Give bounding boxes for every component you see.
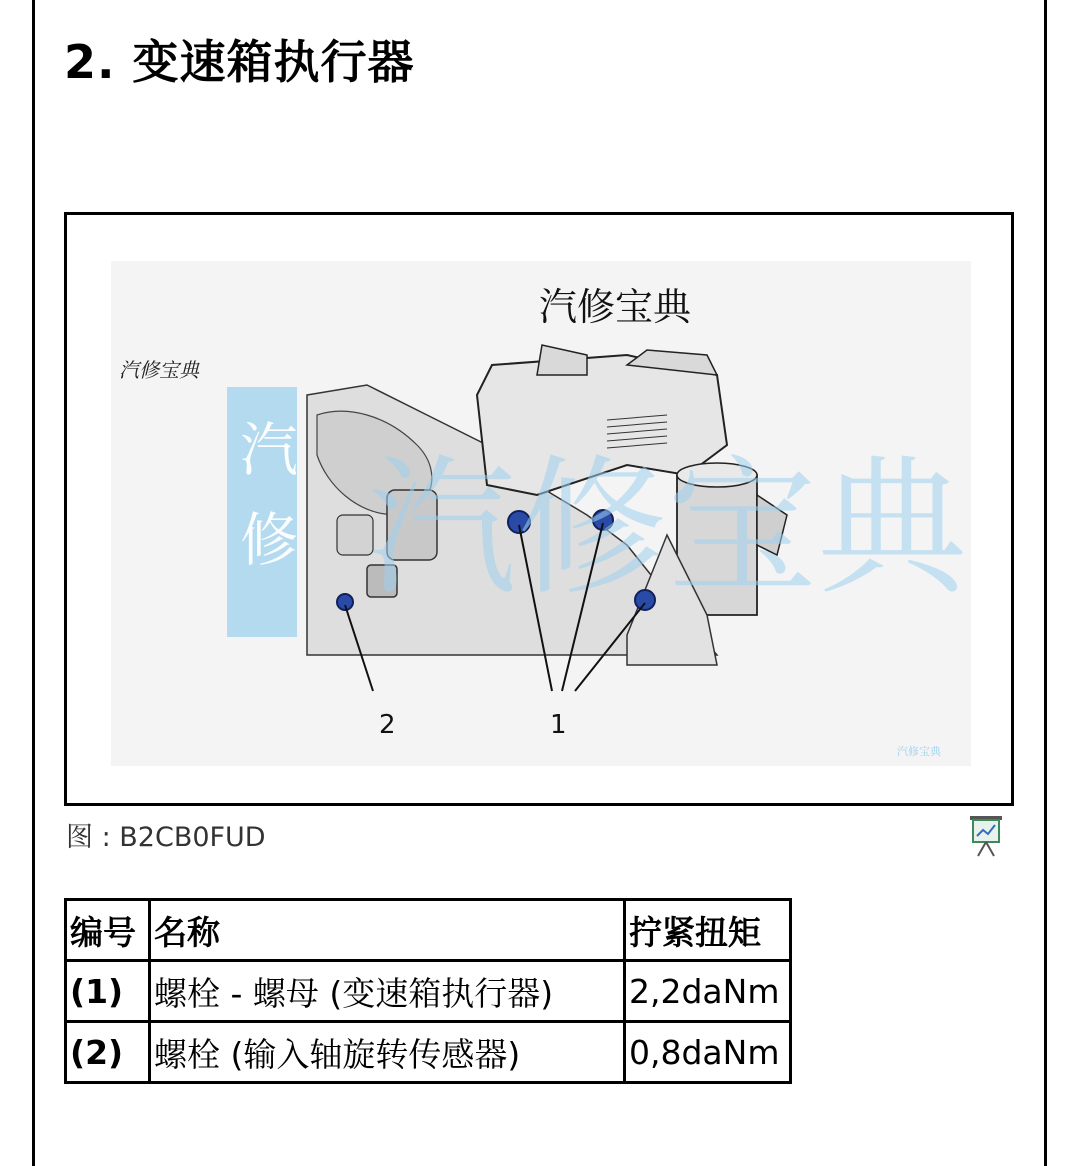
row-number: (1) (66, 961, 150, 1022)
callout-label-1: 1 (550, 710, 567, 740)
row-torque: 0,8daNm (625, 1022, 791, 1083)
figure-caption: 图 : B2CB0FUD (66, 822, 266, 853)
icon-leg-left (978, 842, 986, 856)
header-torque: 拧紧扭矩 (625, 900, 791, 961)
watermark-corner: 汽修宝典 (897, 745, 941, 758)
watermark-side-char-2: 修 (240, 506, 299, 574)
header-name: 名称 (150, 900, 625, 961)
row-name: 螺栓 (输入轴旋转传感器) (150, 1022, 625, 1083)
row-number: (2) (66, 1022, 150, 1083)
torque-table (64, 898, 792, 1084)
watermark-side-char-1: 汽 (240, 416, 299, 484)
figure-frame (64, 212, 1014, 806)
row-name: 螺栓 - 螺母 (变速箱执行器) (150, 961, 625, 1022)
icon-leg-right (986, 842, 994, 856)
header-number: 编号 (66, 900, 150, 961)
row-torque: 2,2daNm (625, 961, 791, 1022)
callout-label-2: 2 (379, 710, 396, 740)
table-header-row (66, 900, 791, 961)
table-row (66, 961, 791, 1022)
section-title: 2. 变速箱执行器 (64, 35, 415, 89)
icon-screen (973, 820, 999, 842)
presentation-icon[interactable] (966, 812, 1006, 860)
watermark-big: 汽修宝典 (367, 442, 968, 616)
watermark-main: 汽修宝典 (539, 285, 692, 329)
actuator-illustration (67, 215, 1011, 803)
watermark-small: 汽修宝典 (119, 358, 199, 382)
table-row (66, 1022, 791, 1083)
